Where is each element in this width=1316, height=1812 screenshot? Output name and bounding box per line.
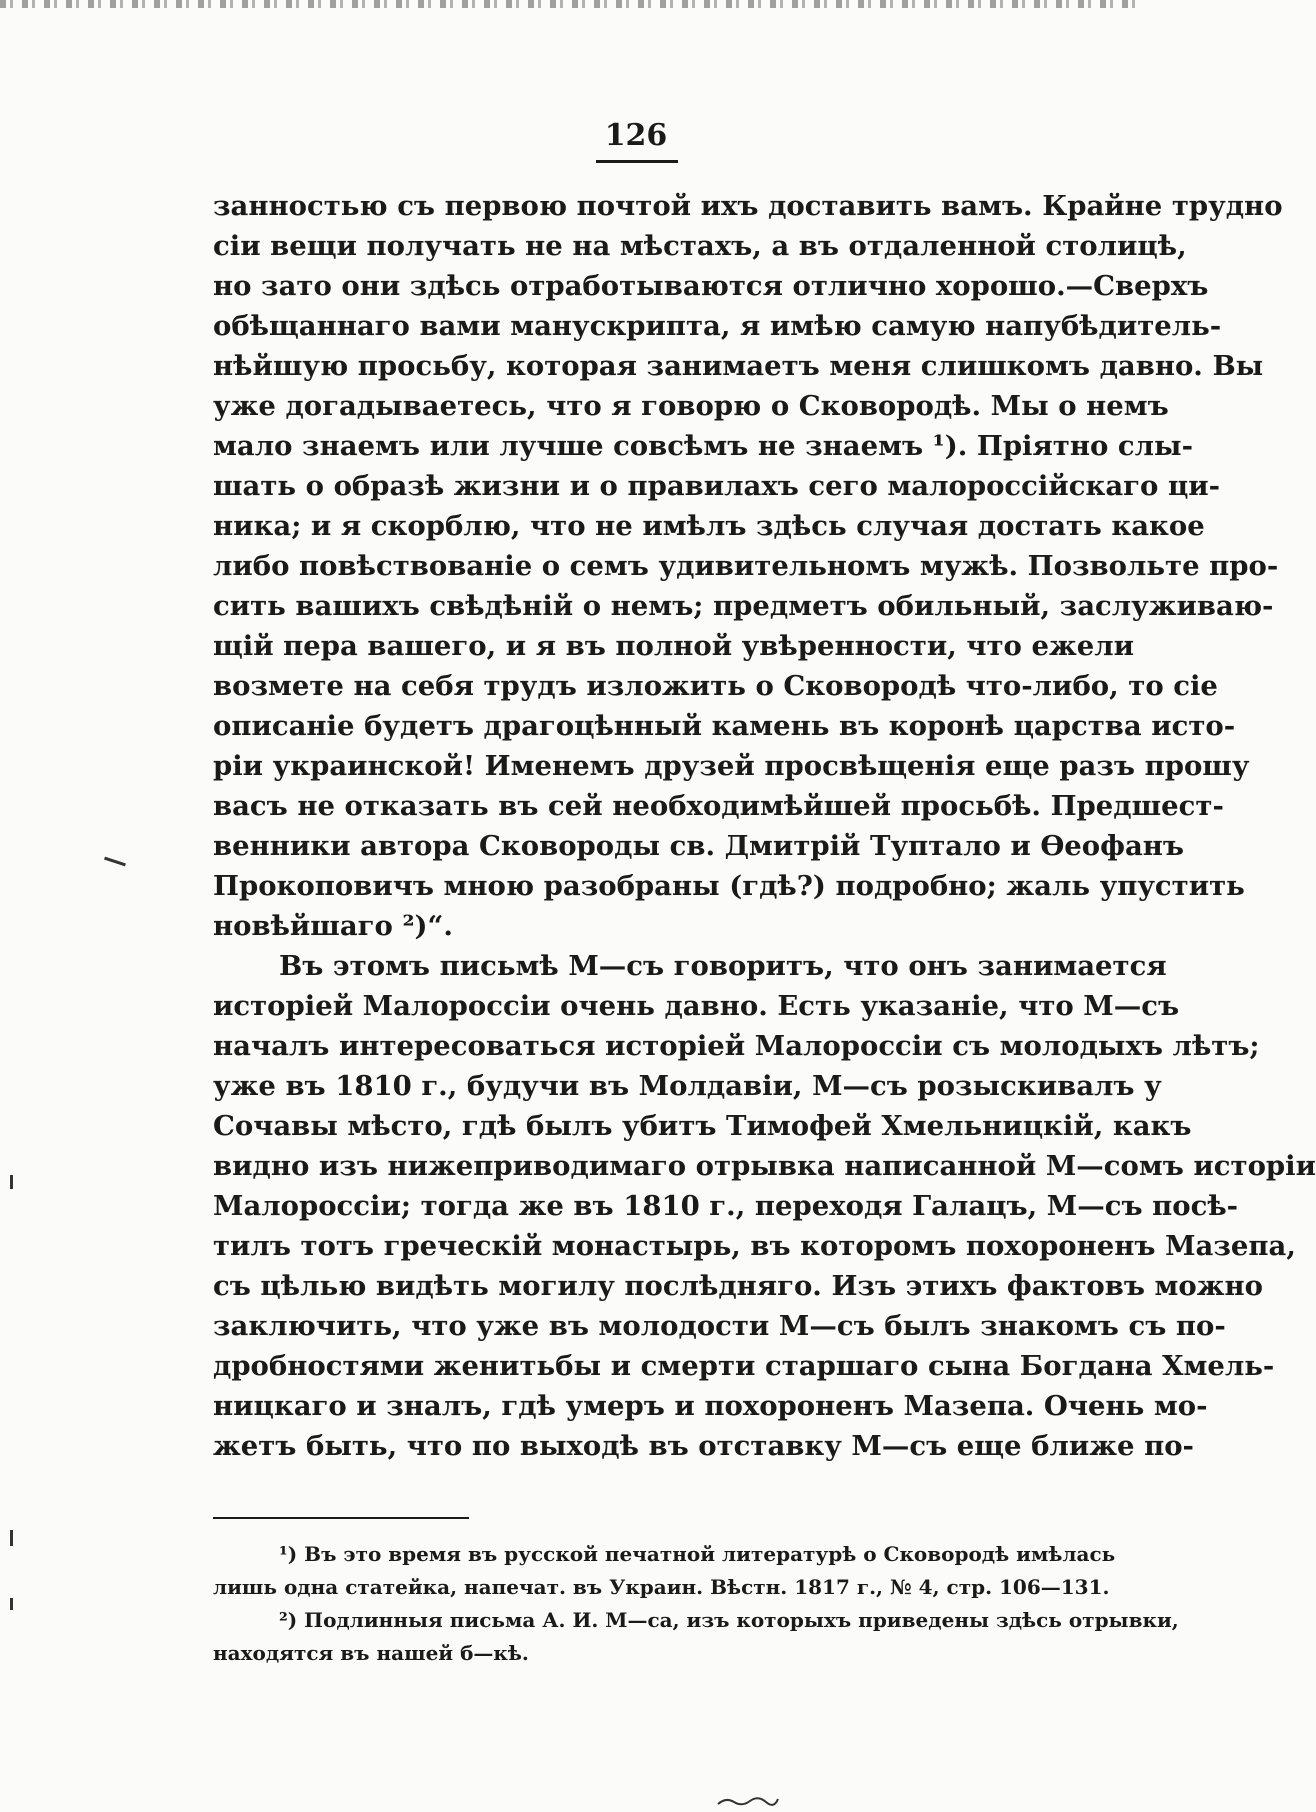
text-line: васъ не отказать въ сей необходимѣйшей просьбѣ. Предшест- xyxy=(213,790,1224,822)
text-line: либо повѣствованіе о семъ удивительномъ мужѣ. Позвольте про- xyxy=(213,550,1279,582)
footnote-2: ²) Подлинныя письма А. И. М—са, изъ которыхъ приведены здѣсь отрывки, xyxy=(279,1608,1179,1632)
text-line: возмете на себя трудъ изложить о Сковородѣ что-либо, то сіе xyxy=(213,670,1218,702)
text-line: тилъ тотъ греческій монастырь, въ которомъ похороненъ Мазепа, xyxy=(213,1230,1296,1262)
footnote-1: ¹) Въ это время въ русской печатной литературѣ о Сковородѣ имѣлась xyxy=(279,1542,1116,1566)
margin-tick-mark xyxy=(10,1530,13,1546)
text-line: описаніе будетъ драгоцѣнный камень въ коронѣ царства исто- xyxy=(213,710,1236,742)
text-line: новѣйшаго ²)“. xyxy=(213,910,453,942)
page-number-underline xyxy=(596,160,678,163)
text-line: Малороссіи; тогда же въ 1810 г., переходя Галацъ, М—съ посѣ- xyxy=(213,1190,1239,1222)
margin-tick-mark xyxy=(10,1598,13,1610)
text-line: уже догадываетесь, что я говорю о Сковородѣ. Мы о немъ xyxy=(213,390,1169,422)
text-line: Прокоповичъ мною разобраны (гдѣ?) подробно; жаль упустить xyxy=(213,870,1245,902)
footnotes xyxy=(213,1538,1179,1670)
text-line: исторіей Малороссіи очень давно. Есть указаніе, что М—съ xyxy=(213,990,1180,1022)
text-line: сить вашихъ свѣдѣній о немъ; предметъ обильный, заслуживаю- xyxy=(213,590,1274,622)
text-line: съ цѣлью видѣть могилу послѣдняго. Изъ этихъ фактовъ можно xyxy=(213,1270,1263,1302)
text-line: дробностями женитьбы и смерти старшаго сына Богдана Хмель- xyxy=(213,1350,1275,1382)
text-line: шать о образѣ жизни и о правилахъ сего малороссійскаго ци- xyxy=(213,470,1221,502)
text-line: уже въ 1810 г., будучи въ Молдавіи, М—съ розыскивалъ у xyxy=(213,1070,1162,1102)
text-line: началъ интересоваться исторіей Малороссіи съ молодыхъ лѣтъ; xyxy=(213,1030,1260,1062)
text-line: занностью съ первою почтой ихъ доставить вамъ. Крайне трудно xyxy=(213,190,1283,222)
page-number: 126 xyxy=(604,118,668,153)
text-line: мало знаемъ или лучше совсѣмъ не знаемъ ¹). Пріятно слы- xyxy=(213,430,1194,462)
text-line: сіи вещи получать не на мѣстахъ, а въ отдаленной столицѣ, xyxy=(213,230,1187,262)
paragraph-start-line: Въ этомъ письмѣ М—съ говоритъ, что онъ занимается xyxy=(279,950,1167,982)
text-line: нѣйшую просьбу, которая занимаетъ меня слишкомъ давно. Вы xyxy=(213,350,1264,382)
text-line: но зато они здѣсь отработываются отлично хорошо.—Сверхъ xyxy=(213,270,1209,302)
footnote-separator xyxy=(213,1517,469,1519)
text-line: видно изъ нижеприводимаго отрывка написанной М—сомъ исторіи xyxy=(213,1150,1316,1182)
text-line: щій пера вашего, и я въ полной увѣренности, что ежели xyxy=(213,630,1135,662)
footnote-2-continued: находятся въ нашей б—кѣ. xyxy=(213,1641,529,1665)
margin-tick-mark xyxy=(10,1175,13,1189)
footnote-1-continued: лишь одна статейка, напечат. въ Украин. Вѣстн. 1817 г., № 4, стр. 106—131. xyxy=(213,1575,1110,1599)
text-line: жетъ быть, что по выходѣ въ отставку М—съ еще ближе по- xyxy=(213,1430,1194,1462)
text-line: венники автора Сковороды св. Дмитрій Туптало и Ѳеофанъ xyxy=(213,830,1184,862)
margin-dash-mark xyxy=(104,857,126,867)
bottom-ink-scribble xyxy=(716,1796,780,1806)
text-line: обѣщаннаго вами манускрипта, я имѣю самую напубѣдитель- xyxy=(213,310,1222,342)
text-line: ника; и я скорблю, что не имѣлъ здѣсь случая достать какое xyxy=(213,510,1205,542)
text-line: ріи украинской! Именемъ друзей просвѣщенія еще разъ прошу xyxy=(213,750,1250,782)
page-top-edge xyxy=(0,0,1140,8)
body-text xyxy=(213,186,1316,1466)
text-line: ницкаго и зналъ, гдѣ умеръ и похороненъ Мазепа. Очень мо- xyxy=(213,1390,1208,1422)
text-line: Сочавы мѣсто, гдѣ былъ убитъ Тимофей Хмельницкій, какъ xyxy=(213,1110,1192,1142)
text-line: заключить, что уже въ молодости М—съ былъ знакомъ съ по- xyxy=(213,1310,1226,1342)
